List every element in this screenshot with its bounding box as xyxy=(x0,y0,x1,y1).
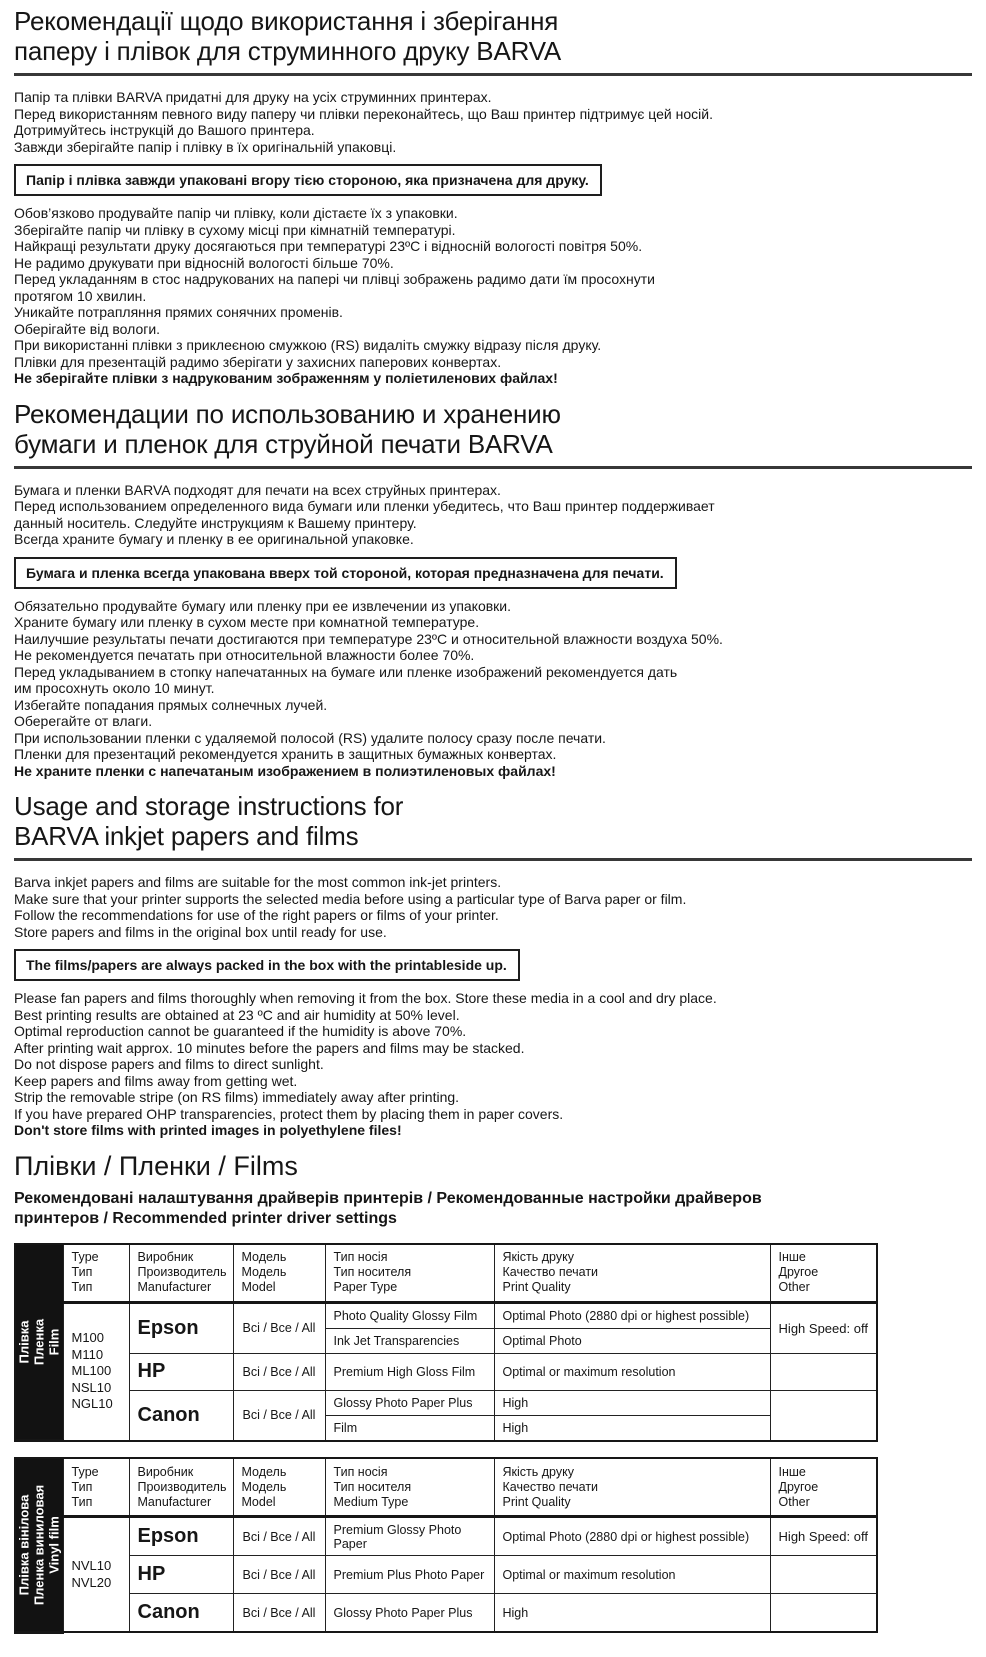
header-line: Якість друку xyxy=(502,1464,574,1479)
type-code: M100 xyxy=(71,1330,105,1346)
text-line: Зберігайте папір чи плівку в сухому місці при кімнатній температурі. xyxy=(14,221,456,238)
ua-packing-notice-box: Папір і плівка завжди упаковані вгору тією стороною, яка призначена для друку. xyxy=(14,164,602,196)
text-line: Завжди зберігайте папір і плівку в їх оригінальній упаковці. xyxy=(14,138,397,155)
text-line: принтеров / Recommended printer driver settings xyxy=(14,1209,397,1227)
text-line: Store papers and films in the original box until ready for use. xyxy=(14,923,387,940)
cell-other-empty xyxy=(770,1556,877,1594)
text-line: Keep papers and films away from getting wet. xyxy=(14,1072,298,1089)
text-line: Плівка xyxy=(16,1320,32,1364)
header-line: Модель xyxy=(241,1479,287,1494)
text-line: Vinyl film xyxy=(46,1515,62,1574)
divider-rule xyxy=(14,73,972,76)
header-line: Тип xyxy=(71,1265,93,1279)
ua-warning-line: Не зберігайте плівки з надрукованим зображенням у поліетиленових файлах! xyxy=(14,370,558,386)
text-line: Дотримуйтесь інструкцій до Вашого принтера. xyxy=(14,122,315,138)
text-line: Please fan papers and films thoroughly when removing it from the box. Store these media in a cool and dry place. xyxy=(14,990,717,1006)
english-title xyxy=(14,791,972,851)
type-code: NGL10 xyxy=(71,1396,113,1412)
films-heading: Плівки / Пленки / Films xyxy=(14,1150,298,1181)
cell-media-type: Glossy Photo Paper Plus xyxy=(325,1390,494,1415)
text-line: Плівки для презентацій радимо зберігати у захисних паперових конвертах. xyxy=(14,353,502,370)
text-line: Пленка xyxy=(31,1318,47,1365)
title-line: паперу і плівок для струминного друку BARVA xyxy=(14,36,562,66)
header-line: Model xyxy=(241,1494,276,1509)
cell-model: Bci / Bce / All xyxy=(233,1594,325,1633)
type-code: NVL10 xyxy=(71,1558,112,1573)
cell-media-type: Premium High Gloss Film xyxy=(325,1353,494,1390)
text-line: данный носитель. Следуйте инструкциям к Вашему принтеру. xyxy=(14,514,417,531)
cell-model: Bci / Bce / All xyxy=(233,1353,325,1390)
header-line: Paper Type xyxy=(333,1280,398,1294)
cell-manufacturer: Canon xyxy=(129,1594,233,1633)
title-line: BARVA inkjet papers and films xyxy=(14,821,359,851)
header-line: Модель xyxy=(241,1464,287,1479)
text-line: Уникайте потрапляння прямих сонячних променів. xyxy=(14,304,343,320)
text-line: Follow the recommendations for use of the right papers or films of your printer. xyxy=(14,907,499,923)
cell-other-empty xyxy=(770,1594,877,1633)
header-line: Качество печати xyxy=(502,1479,599,1494)
text-line: Бумага и пленки BARVA подходят для печати на всех струйных принтерах. xyxy=(14,481,501,498)
text-line: Обов’язково продувайте папір чи плівку, коли дістаєте їх з упаковки. xyxy=(14,205,458,221)
text-line: Оберегайте от влаги. xyxy=(14,713,153,729)
header-line: Manufacturer xyxy=(137,1280,212,1294)
table-header-row xyxy=(15,1458,877,1517)
text-line: Не рекомендуется печатать при относительной влажности более 70%. xyxy=(14,647,475,663)
text-line: Избегайте попадания прямых солнечных лучей. xyxy=(14,696,328,713)
header-line: Other xyxy=(778,1494,810,1509)
header-line: Другое xyxy=(778,1479,819,1494)
header-line: Print Quality xyxy=(502,1280,571,1294)
side-category-cell xyxy=(15,1244,63,1441)
text-line: If you have prepared OHP transparencies, protect them by placing them in paper covers. xyxy=(14,1105,564,1122)
section-russian xyxy=(14,399,972,780)
cell-media-type: Premium Plus Photo Paper xyxy=(325,1556,494,1594)
en-packing-notice-box: The films/papers are always packed in the box with the printableside up. xyxy=(14,949,520,981)
text-line: Храните бумагу или пленку в сухом месте при комнатной температуре. xyxy=(14,614,480,630)
cell-manufacturer: Epson xyxy=(129,1302,233,1353)
cell-model: Bci / Bce / All xyxy=(233,1556,325,1594)
type-code: NSL10 xyxy=(71,1379,112,1395)
cell-print-quality: High xyxy=(494,1594,770,1633)
text-line: Перед использованием определенного вида бумаги или пленки убедитесь, что Ваш принтер поддерживает xyxy=(14,498,715,514)
settings-heading xyxy=(14,1189,972,1229)
type-code: NVL20 xyxy=(71,1574,112,1590)
table-row xyxy=(15,1556,877,1594)
table-row xyxy=(15,1517,877,1556)
header-line: Тип носителя xyxy=(333,1479,412,1494)
table-row xyxy=(15,1353,877,1390)
film-settings-table xyxy=(14,1243,878,1443)
cell-media-type: Glossy Photo Paper Plus xyxy=(325,1594,494,1633)
cell-print-quality: Optimal Photo (2880 dpi or highest possible) xyxy=(494,1302,770,1328)
header-print-quality xyxy=(494,1244,770,1303)
ru-body-paragraph xyxy=(14,598,972,780)
header-line: Якість друку xyxy=(502,1250,574,1264)
side-label xyxy=(17,1319,62,1365)
text-line: Пленки для презентаций рекомендуется хранить в защитных бумажных конвертах. xyxy=(14,746,557,762)
header-line: Виробник xyxy=(137,1464,194,1479)
text-line: Папір та плівки BARVA придатні для друку на усіх струминних принтерах. xyxy=(14,89,492,105)
table-row xyxy=(15,1594,877,1633)
cell-model: Bci / Bce / All xyxy=(233,1390,325,1441)
header-line: Type xyxy=(71,1250,99,1264)
cell-type-codes xyxy=(63,1302,129,1441)
text-line: Рекомендовані налаштування драйверів принтерів / Рекомендованные настройки драйверов xyxy=(14,1189,762,1207)
section-ukrainian xyxy=(14,6,972,387)
header-model xyxy=(233,1244,325,1303)
ru-warning-line: Не храните пленки с напечатаным изображением в полиэтиленовых файлах! xyxy=(14,762,556,779)
header-line: Other xyxy=(778,1280,810,1294)
text-line: Обязательно продувайте бумагу или пленку при ее извлечении из упаковки. xyxy=(14,597,512,614)
text-line: Найкращі результати друку досягаються при температурі 23ºС і відносній вологості повітря 50%. xyxy=(14,238,643,254)
header-line: Інше xyxy=(778,1464,806,1479)
type-code: ML100 xyxy=(71,1363,112,1379)
text-line: Перед використанням певного виду паперу чи плівки переконайтесь, що Ваш принтер підтримує цей носій. xyxy=(14,105,713,122)
ru-intro-paragraph xyxy=(14,482,972,548)
divider-rule xyxy=(14,858,972,861)
text-line: Barva inkjet papers and films are suitable for the most common ink-jet printers. xyxy=(14,874,502,890)
header-media-type xyxy=(325,1458,494,1517)
cell-other-empty xyxy=(770,1353,877,1390)
title-line: Usage and storage instructions for xyxy=(14,791,404,821)
text-line: Optimal reproduction cannot be guaranteed if the humidity is above 70%. xyxy=(14,1023,467,1039)
text-line: Перед укладыванием в стопку напечатанных на бумаге или пленке изображений рекомендуется дать xyxy=(14,663,678,680)
cell-type-codes xyxy=(63,1517,129,1633)
text-line: Не радимо друкувати при відносній вологості більше 70%. xyxy=(14,254,394,271)
text-line: Strip the removable stripe (on RS films) immediately away after printing. xyxy=(14,1089,460,1105)
cell-print-quality: High xyxy=(494,1415,770,1441)
header-line: Модель xyxy=(241,1250,287,1264)
side-category-cell xyxy=(15,1458,63,1632)
cell-print-quality: Optimal or maximum resolution xyxy=(494,1556,770,1594)
text-line: Перед укладанням в стос надрукованих на папері чи плівці зображень радимо дати їм просохнути xyxy=(14,271,655,287)
header-line: Тип носія xyxy=(333,1250,388,1264)
cell-manufacturer: HP xyxy=(129,1556,233,1594)
text-line: им просохнуть около 10 минут. xyxy=(14,680,215,696)
divider-rule xyxy=(14,466,972,469)
header-line: Print Quality xyxy=(502,1494,571,1509)
text-line: Do not dispose papers and films to direct sunlight. xyxy=(14,1056,324,1072)
table-row xyxy=(15,1302,877,1328)
header-print-quality xyxy=(494,1458,770,1517)
header-line: Тип xyxy=(71,1479,93,1494)
ua-intro-paragraph xyxy=(14,89,972,155)
ukrainian-title xyxy=(14,6,972,66)
cell-media-type: Photo Quality Glossy Film xyxy=(325,1302,494,1328)
cell-manufacturer: Canon xyxy=(129,1390,233,1441)
cell-print-quality: Optimal Photo (2880 dpi or highest possible) xyxy=(494,1517,770,1556)
text-line: Make sure that your printer supports the selected media before using a particular type of Barva paper or film. xyxy=(14,890,687,907)
text-line: Плівка вінілова xyxy=(16,1494,32,1596)
header-line: Модель xyxy=(241,1265,287,1279)
header-line: Інше xyxy=(778,1250,806,1264)
header-line: Качество печати xyxy=(502,1265,599,1279)
ua-body-paragraph xyxy=(14,205,972,387)
header-other xyxy=(770,1458,877,1517)
header-line: Medium Type xyxy=(333,1494,409,1509)
header-type xyxy=(63,1244,129,1303)
cell-manufacturer: HP xyxy=(129,1353,233,1390)
section-english xyxy=(14,791,972,1139)
cell-other: High Speed: off xyxy=(770,1517,877,1556)
title-line: бумаги и пленок для струйной печати BARVA xyxy=(14,428,553,459)
text-line: протягом 10 хвилин. xyxy=(14,287,147,304)
cell-other-empty xyxy=(770,1390,877,1441)
en-warning-line: Don't store films with printed images in polyethylene files! xyxy=(14,1122,402,1138)
en-intro-paragraph xyxy=(14,874,972,940)
header-type xyxy=(63,1458,129,1517)
cell-print-quality: Optimal Photo xyxy=(494,1328,770,1353)
russian-title xyxy=(14,399,972,459)
title-line: Рекомендации по использованию и хранению xyxy=(14,398,561,429)
table-row xyxy=(15,1390,877,1415)
header-other xyxy=(770,1244,877,1303)
title-line: Рекомендації щодо використання і зберігання xyxy=(14,6,559,36)
header-media-type xyxy=(325,1244,494,1303)
type-code: M110 xyxy=(71,1346,104,1362)
side-label xyxy=(17,1485,62,1605)
header-line: Model xyxy=(241,1280,276,1294)
text-line: Оберігайте від вологи. xyxy=(14,320,161,337)
cell-print-quality: Optimal or maximum resolution xyxy=(494,1353,770,1390)
header-line: Тип носія xyxy=(333,1464,388,1479)
text-line: Film xyxy=(46,1328,62,1356)
header-line: Тип носителя xyxy=(333,1265,412,1279)
text-line: При використанні плівки з приклеєною смужкою (RS) видаліть смужку відразу після друку. xyxy=(14,337,602,353)
cell-media-type: Film xyxy=(325,1415,494,1441)
cell-manufacturer: Epson xyxy=(129,1517,233,1556)
header-line: Производитель xyxy=(137,1479,227,1494)
cell-media-type: Premium Glossy Photo Paper xyxy=(325,1517,494,1556)
header-manufacturer xyxy=(129,1458,233,1517)
vinyl-film-settings-table xyxy=(14,1457,878,1634)
header-line: Виробник xyxy=(137,1250,194,1264)
header-manufacturer xyxy=(129,1244,233,1303)
cell-print-quality: High xyxy=(494,1390,770,1415)
cell-model: Bci / Bce / All xyxy=(233,1517,325,1556)
ru-packing-notice-box: Бумага и пленка всегда упакована вверх той стороной, которая предназначена для печати. xyxy=(14,557,677,589)
table-header-row xyxy=(15,1244,877,1303)
cell-model: Bci / Bce / All xyxy=(233,1302,325,1353)
header-line: Type xyxy=(71,1464,99,1479)
cell-media-type: Ink Jet Transparencies xyxy=(325,1328,494,1353)
header-line: Тип xyxy=(71,1280,93,1294)
text-line: При использовании пленки с удаляемой полосой (RS) удалите полосу сразу после печати. xyxy=(14,729,606,746)
cell-other: High Speed: off xyxy=(770,1302,877,1353)
header-line: Производитель xyxy=(137,1265,227,1279)
text-line: Пленка виниловая xyxy=(31,1484,47,1605)
header-line: Manufacturer xyxy=(137,1494,212,1509)
header-model xyxy=(233,1458,325,1517)
en-body-paragraph xyxy=(14,990,972,1139)
text-line: Всегда храните бумагу и пленку в ее оригинальной упаковке. xyxy=(14,531,414,547)
header-line: Тип xyxy=(71,1494,93,1509)
text-line: Best printing results are obtained at 23 ºC and air humidity at 50% level. xyxy=(14,1006,460,1023)
header-line: Другое xyxy=(778,1265,819,1279)
text-line: Наилучшие результаты печати достигаются при температуре 23ºС и относительной влажности воздуха 50%. xyxy=(14,630,723,647)
text-line: After printing wait approx. 10 minutes before the papers and films may be stacked. xyxy=(14,1039,525,1056)
